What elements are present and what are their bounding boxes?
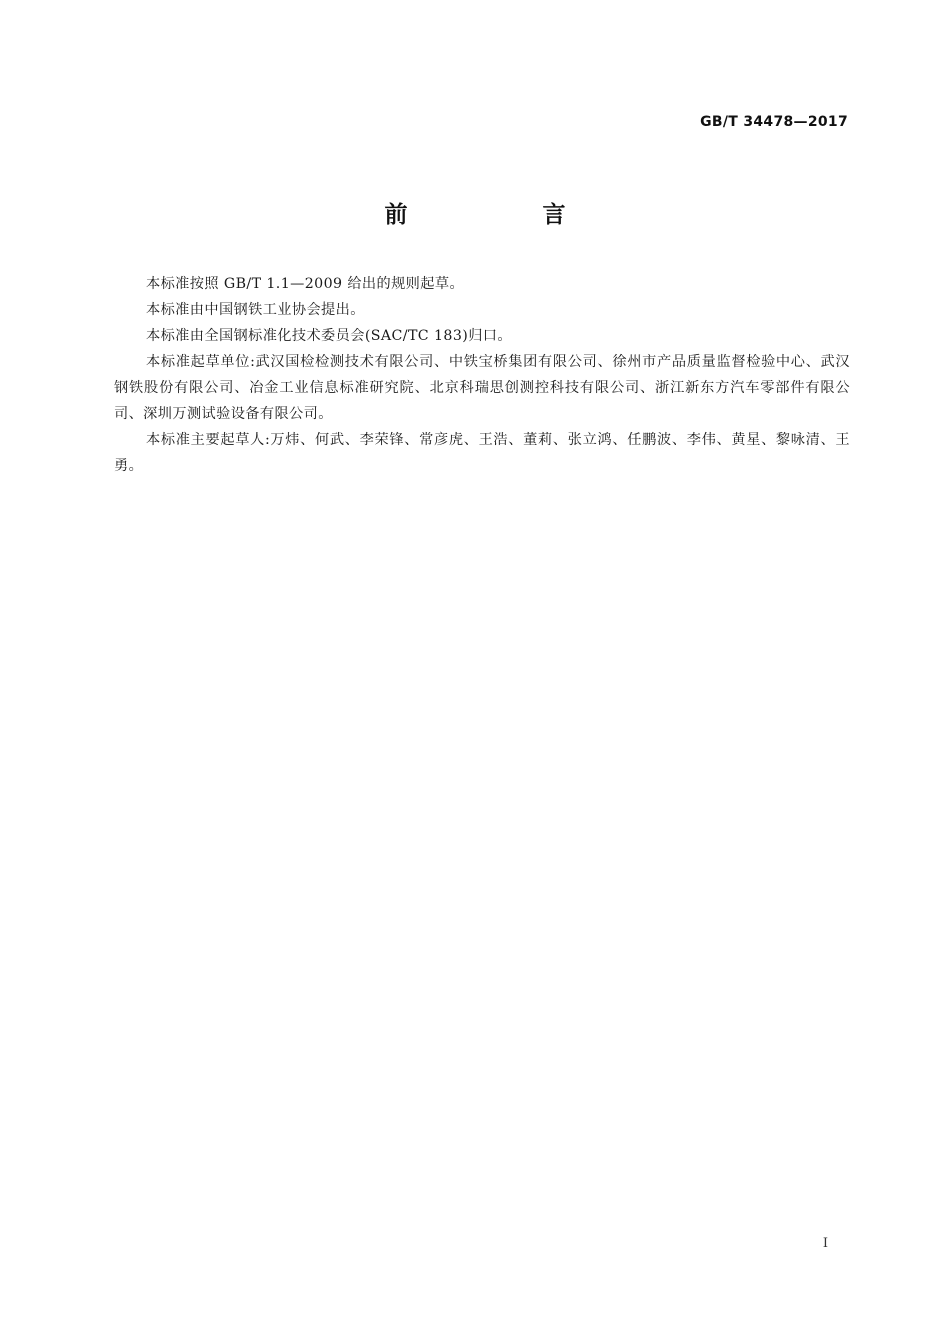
paragraph-drafting-rules: 本标准按照 GB/T 1.1—2009 给出的规则起草。 xyxy=(146,276,465,292)
standard-code: GB/T 34478—2017 xyxy=(700,114,848,130)
paragraph-drafting-organizations: 本标准起草单位:武汉国检检测技术有限公司、中铁宝桥集团有限公司、徐州市产品质量监督检验中心、武汉钢铁股份有限公司、冶金工业信息标准研究院、北京科瑞思创测控科技有限公司、浙江新东方汽车零部件有限公司、深圳万测试验设备有限公司。 xyxy=(114,354,850,422)
foreword-body xyxy=(114,271,850,479)
paragraph-proposer: 本标准由中国钢铁工业协会提出。 xyxy=(146,302,365,318)
paragraph-centralized-by: 本标准由全国钢标准化技术委员会(SAC/TC 183)归口。 xyxy=(146,328,512,344)
paragraph-main-drafters: 本标准主要起草人:万炜、何武、李荣锋、常彦虎、王浩、董莉、张立鸿、任鹏波、李伟、黄星、黎咏清、王勇。 xyxy=(114,432,850,474)
page-title: 前 言 xyxy=(384,202,622,228)
page-number: I xyxy=(822,1236,828,1251)
